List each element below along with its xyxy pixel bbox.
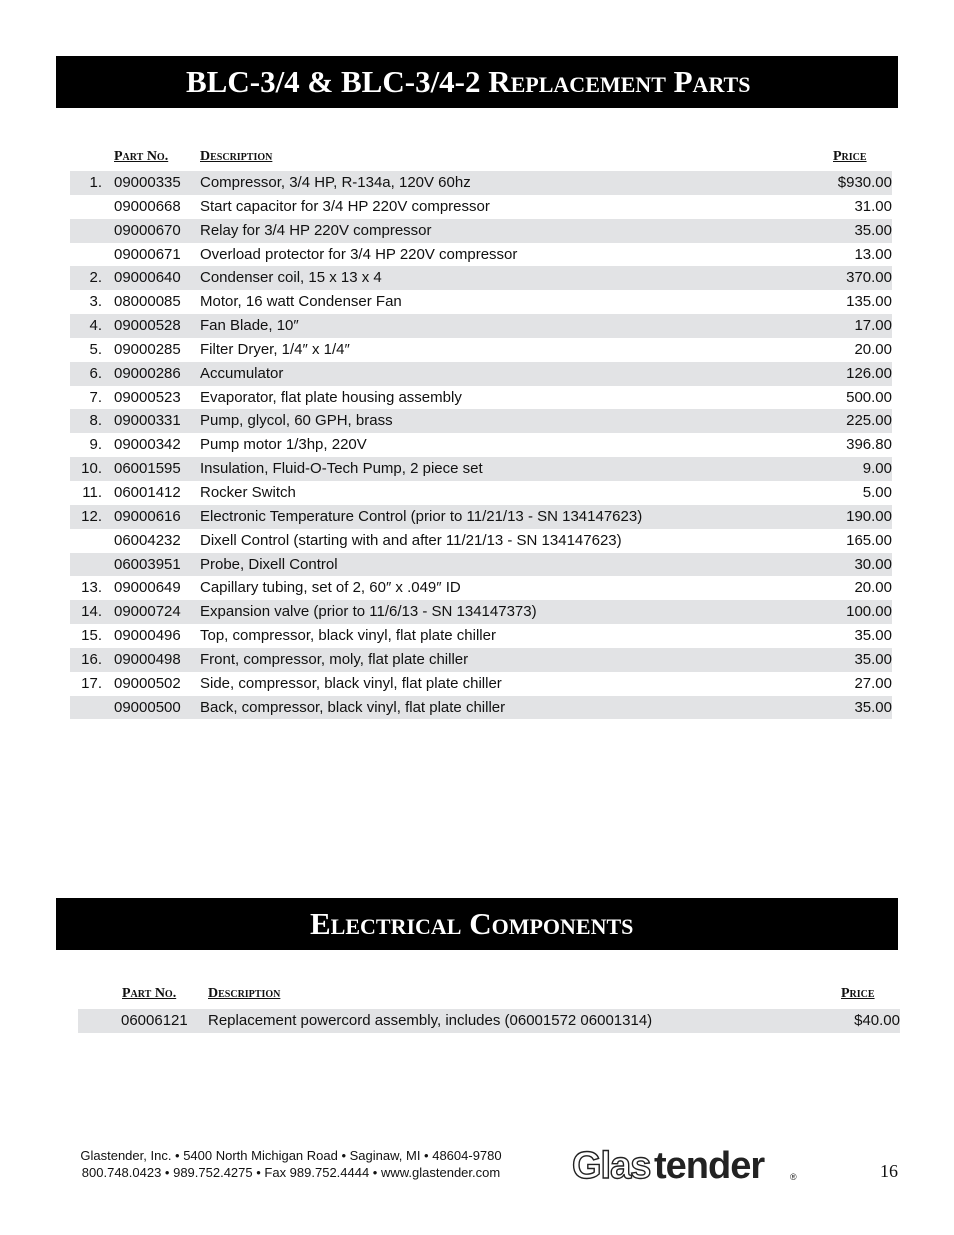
part-number: 06006121	[121, 1012, 188, 1029]
table-row	[70, 338, 892, 362]
table-row	[70, 696, 892, 720]
part-price: 225.00	[846, 412, 892, 430]
table-row	[70, 529, 892, 553]
section-title-replacement-parts: BLC-3/4 & BLC-3/4-2 Replacement Parts	[56, 56, 898, 108]
part-description: Expansion valve (prior to 11/6/13 - SN 134147373)	[200, 603, 537, 621]
part-number: 09000649	[114, 579, 181, 597]
table-row	[70, 457, 892, 481]
part-price: 9.00	[862, 460, 892, 478]
electrical-components-table	[78, 1009, 900, 1033]
header-part-no-2: Part No.	[122, 986, 177, 1001]
part-description: Pump motor 1/3hp, 220V	[200, 436, 367, 454]
part-number: 09000670	[114, 221, 181, 239]
part-description: Evaporator, flat plate housing assembly	[200, 388, 462, 406]
part-price: 13.00	[854, 245, 892, 263]
part-description: Insulation, Fluid-O-Tech Pump, 2 piece set	[200, 460, 483, 478]
header-description-2: Description	[208, 986, 281, 1001]
part-description: Electronic Temperature Control (prior to 11/21/13 - SN 134147623)	[200, 507, 643, 525]
item-number: 12.	[81, 507, 102, 525]
part-price: 100.00	[846, 603, 892, 621]
part-description: Top, compressor, black vinyl, flat plate chiller	[200, 627, 496, 645]
part-description: Front, compressor, moly, flat plate chiller	[200, 650, 469, 668]
replacement-parts-table	[70, 171, 892, 719]
table-row	[70, 505, 892, 529]
part-price: 35.00	[854, 698, 892, 716]
table-row	[70, 243, 892, 267]
table-row	[70, 624, 892, 648]
part-number: 06001595	[114, 460, 181, 478]
part-price: 27.00	[854, 674, 892, 692]
part-number: 09000331	[114, 412, 181, 430]
part-description: Filter Dryer, 1/4″ x 1/4″	[200, 340, 350, 358]
table-row	[70, 648, 892, 672]
svg-text:Glas: Glas	[572, 1145, 651, 1186]
part-number: 09000498	[114, 650, 181, 668]
part-price: 190.00	[846, 507, 892, 525]
part-description: Motor, 16 watt Condenser Fan	[200, 293, 402, 311]
part-description: Compressor, 3/4 HP, R-134a, 120V 60hz	[200, 174, 471, 191]
section-title-electrical-components: Electrical Components	[56, 898, 898, 950]
part-description: Condenser coil, 15 x 13 x 4	[200, 269, 382, 287]
part-number: 09000285	[114, 340, 181, 358]
part-number: 09000335	[114, 174, 181, 191]
item-number: 2.	[89, 269, 102, 287]
item-number: 5.	[89, 340, 102, 358]
address-line: Glastender, Inc. • 5400 North Michigan Road • Saginaw, MI • 48604-9780	[80, 1148, 502, 1163]
table-row	[70, 409, 892, 433]
part-price: 5.00	[862, 483, 892, 501]
page-number: 16	[880, 1161, 898, 1181]
part-price: $40.00	[854, 1012, 900, 1029]
part-price: 500.00	[846, 388, 892, 406]
item-number: 16.	[81, 650, 102, 668]
part-price: 35.00	[854, 650, 892, 668]
part-number: 09000668	[114, 197, 181, 215]
part-price: $930.00	[837, 174, 892, 191]
part-price: 135.00	[846, 293, 892, 311]
part-description: Accumulator	[200, 364, 284, 382]
table-row	[70, 481, 892, 505]
part-description: Fan Blade, 10″	[200, 317, 299, 335]
part-price: 396.80	[846, 436, 892, 454]
item-number: 15.	[81, 627, 102, 645]
svg-text:®: ®	[790, 1172, 797, 1182]
item-number: 4.	[89, 317, 102, 335]
part-description: Capillary tubing, set of 2, 60″ x .049″ ID	[200, 579, 461, 597]
company-address-footer	[56, 1147, 526, 1181]
item-number: 8.	[89, 412, 102, 430]
part-price: 35.00	[854, 221, 892, 239]
item-number: 11.	[82, 483, 102, 501]
part-description: Rocker Switch	[200, 483, 296, 501]
table-row	[70, 553, 892, 577]
header-price-2: Price	[841, 986, 875, 1001]
item-number: 10.	[81, 460, 102, 478]
part-price: 126.00	[846, 364, 892, 382]
part-number: 09000616	[114, 507, 181, 525]
part-number: 09000502	[114, 674, 181, 692]
item-number: 7.	[89, 388, 102, 406]
part-price: 165.00	[846, 531, 892, 549]
part-price: 20.00	[854, 579, 892, 597]
glastender-logo	[572, 1140, 802, 1186]
part-number: 09000500	[114, 698, 181, 716]
header-price: Price	[833, 149, 867, 164]
part-number: 09000523	[114, 388, 181, 406]
table-row	[78, 1009, 900, 1033]
part-number: 06001412	[114, 483, 181, 501]
part-description: Relay for 3/4 HP 220V compressor	[200, 221, 432, 239]
part-number: 09000342	[114, 436, 181, 454]
table-row	[70, 433, 892, 457]
part-description: Dixell Control (starting with and after 11/21/13 - SN 134147623)	[200, 531, 622, 549]
part-price: 370.00	[846, 269, 892, 287]
table-row	[70, 266, 892, 290]
item-number: 14.	[81, 603, 102, 621]
table-row	[70, 290, 892, 314]
part-description: Replacement powercord assembly, includes (06001572 06001314)	[208, 1012, 653, 1029]
item-number: 17.	[81, 674, 102, 692]
part-description: Overload protector for 3/4 HP 220V compressor	[200, 245, 518, 263]
contact-line: 800.748.0423 • 989.752.4275 • Fax 989.752.4444 • www.glastender.com	[81, 1165, 501, 1180]
table-row	[70, 600, 892, 624]
part-number: 09000724	[114, 603, 181, 621]
part-number: 09000671	[114, 245, 181, 263]
svg-text:tender: tender	[654, 1145, 765, 1186]
part-number: 09000528	[114, 317, 181, 335]
part-description: Pump, glycol, 60 GPH, brass	[200, 412, 393, 430]
part-number: 09000496	[114, 627, 181, 645]
table-row	[70, 171, 892, 195]
part-description: Back, compressor, black vinyl, flat plate chiller	[200, 698, 506, 716]
item-number: 1.	[89, 174, 102, 191]
part-description: Side, compressor, black vinyl, flat plate chiller	[200, 674, 502, 692]
table-row	[70, 362, 892, 386]
part-price: 20.00	[854, 340, 892, 358]
part-price: 35.00	[854, 627, 892, 645]
part-price: 30.00	[854, 555, 892, 573]
item-number: 9.	[89, 436, 102, 454]
item-number: 3.	[89, 293, 102, 311]
part-number: 06003951	[114, 555, 181, 573]
item-number: 13.	[81, 579, 102, 597]
table-row	[70, 195, 892, 219]
part-price: 31.00	[854, 197, 892, 215]
header-part-no: Part No.	[114, 149, 169, 164]
part-number: 06004232	[114, 531, 181, 549]
part-price: 17.00	[854, 317, 892, 335]
part-description: Start capacitor for 3/4 HP 220V compressor	[200, 197, 490, 215]
table-row	[70, 386, 892, 410]
table-row	[70, 314, 892, 338]
part-number: 08000085	[114, 293, 181, 311]
part-description: Probe, Dixell Control	[200, 555, 338, 573]
table-row	[70, 576, 892, 600]
part-number: 09000640	[114, 269, 181, 287]
table-row	[70, 219, 892, 243]
header-description: Description	[200, 149, 273, 164]
item-number: 6.	[89, 364, 102, 382]
table-row	[70, 672, 892, 696]
part-number: 09000286	[114, 364, 181, 382]
